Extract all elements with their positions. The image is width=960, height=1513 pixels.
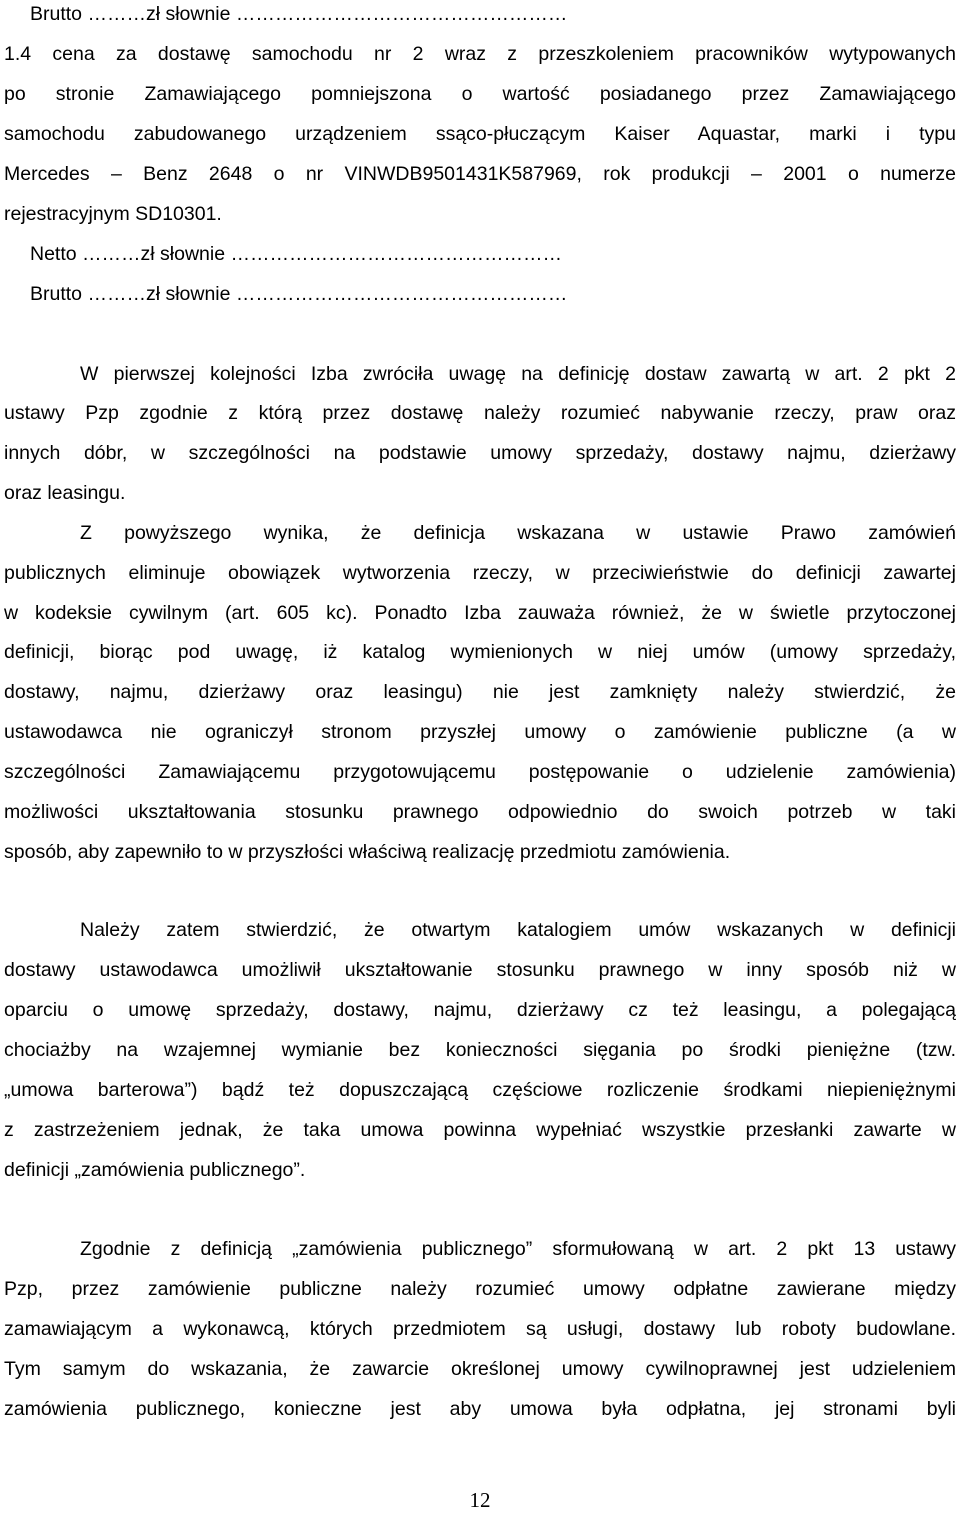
text-line: „umowa barterowa”) bądź też dopuszczającą częściowe rozliczenie środkami niepieniężnymi <box>4 1079 956 1101</box>
text-line: innych dóbr, w szczególności na podstawie umowy sprzedaży, dostawy najmu, dzierżawy <box>4 442 956 464</box>
document-page <box>4 0 956 1513</box>
paragraph-first-line: Z powyższego wynika, że definicja wskazana w ustawie Prawo zamówień <box>80 522 956 544</box>
text-line: ustawodawca nie ograniczył stronom przyszłej umowy o zamówienie publiczne (a w <box>4 721 956 743</box>
text-line: sposób, aby zapewniło to w przyszłości właściwą realizację przedmiotu zamówienia. <box>4 841 731 863</box>
text-line: ustawy Pzp zgodnie z którą przez dostawę należy rozumieć nabywanie rzeczy, praw oraz <box>4 402 956 424</box>
text-line: z zastrzeżeniem jednak, że taka umowa powinna wypełniać wszystkie przesłanki zawarte w <box>4 1119 956 1141</box>
text-line: chociażby na wzajemnej wymianie bez konieczności sięgania po środki pieniężne (tzw. <box>4 1039 956 1061</box>
text-line: samochodu zabudowanego urządzeniem ssąco-płuczącym Kaiser Aquastar, marki i typu <box>4 123 956 145</box>
text-line: zamówienia publicznego, konieczne jest aby umowa była odpłatna, jej stronami byli <box>4 1398 956 1420</box>
text-line: Pzp, przez zamówienie publiczne należy rozumieć umowy odpłatne zawierane między <box>4 1278 956 1300</box>
paragraph-first-line: Należy zatem stwierdzić, że otwartym katalogiem umów wskazanych w definicji <box>80 919 956 941</box>
page-number: 12 <box>469 1488 491 1512</box>
netto-line: Netto ………zł słownie …………………………………………… <box>30 243 562 265</box>
paragraph-first-line: Zgodnie z definicją „zamówienia publicznego” sformułowaną w art. 2 pkt 13 ustawy <box>80 1238 956 1260</box>
text-line: możliwości ukształtowania stosunku prawnego odpowiednio do swoich potrzeb w taki <box>4 801 956 823</box>
text-line: dostawy ustawodawca umożliwił ukształtowanie stosunku prawnego w inny sposób niż w <box>4 959 956 981</box>
paragraph-first-line: W pierwszej kolejności Izba zwróciła uwagę na definicję dostaw zawartą w art. 2 pkt 2 <box>80 363 956 385</box>
text-line: rejestracyjnym SD10301. <box>4 203 222 225</box>
text-line: Tym samym do wskazania, że zawarcie określonej umowy cywilnoprawnej jest udzieleniem <box>4 1358 956 1380</box>
text-line: publicznych eliminuje obowiązek wytworzenia rzeczy, w przeciwieństwie do definicji zawartej <box>4 562 956 584</box>
text-line: oraz leasingu. <box>4 482 126 504</box>
text-line: po stronie Zamawiającego pomniejszona o wartość posiadanego przez Zamawiającego <box>4 83 956 105</box>
brutto-line-2: Brutto ………zł słownie …………………………………………… <box>30 283 568 305</box>
text-line: w kodeksie cywilnym (art. 605 kc). Ponadto Izba zauważa również, że w świetle przytoczonej <box>4 602 956 624</box>
text-line: oparciu o umowę sprzedaży, dostawy, najmu, dzierżawy cz też leasingu, a polegającą <box>4 999 956 1021</box>
text-line: 1.4 cena za dostawę samochodu nr 2 wraz z przeszkoleniem pracowników wytypowanych <box>4 43 956 65</box>
brutto-line-1: Brutto ………zł słownie …………………………………………… <box>30 3 568 25</box>
text-line: szczególności Zamawiającemu przygotowującemu postępowanie o udzielenie zamówienia) <box>4 761 956 783</box>
text-line: zamawiającym a wykonawcą, których przedmiotem są usługi, dostawy lub roboty budowlane. <box>4 1318 956 1340</box>
text-line: Mercedes – Benz 2648 o nr VINWDB9501431K587969, rok produkcji – 2001 o numerze <box>4 163 956 185</box>
text-line: definicji, biorąc pod uwagę, iż katalog wymienionych w niej umów (umowy sprzedaży, <box>4 641 956 663</box>
text-line: definicji „zamówienia publicznego”. <box>4 1159 306 1181</box>
text-line: dostawy, najmu, dzierżawy oraz leasingu) nie jest zamknięty należy stwierdzić, że <box>4 681 956 703</box>
